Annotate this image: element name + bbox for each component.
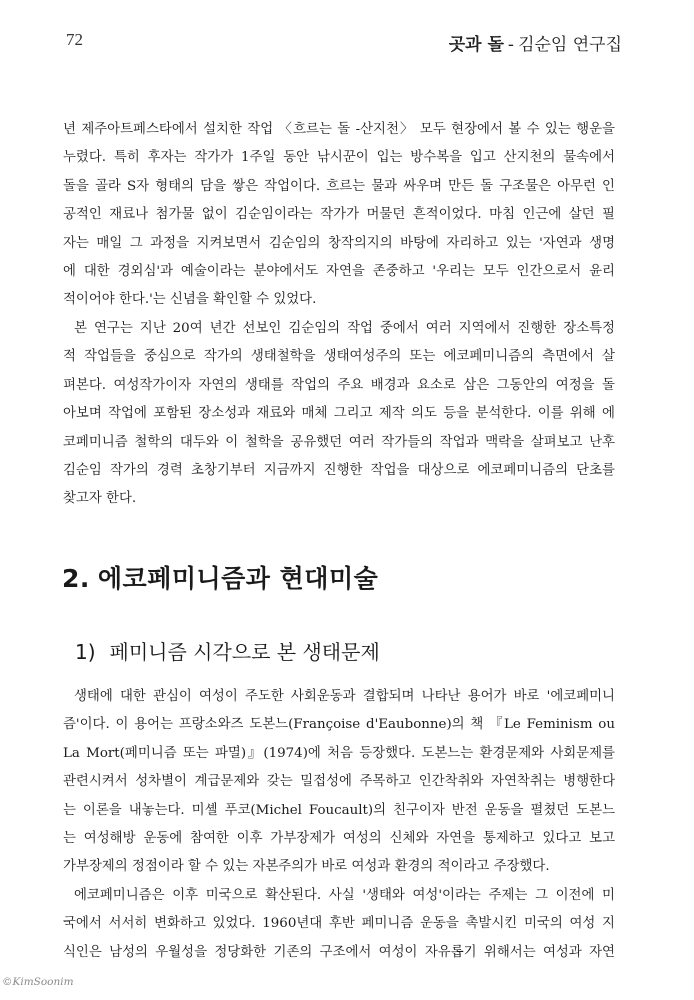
text-line: 관련시켜서 성차별이 계급문제와 갖는 밀접성에 주목하고 인간착취와 자연착취는 병행한다 <box>63 774 615 790</box>
text-line: 김순임 작가의 경력 초창기부터 지금까지 진행한 작업을 대상으로 에코페미니즘의 단초를 <box>63 463 615 479</box>
text-line: 국에서 서서히 변화하고 있었다. 1960년대 후반 페미니즘 운동을 촉발시킨 미국의 여성 지 <box>63 916 615 932</box>
text-line: 자는 매일 그 과정을 지켜보면서 김순임의 창작의지의 바탕에 자리하고 있는 '자연과 생명 <box>63 235 616 251</box>
text-line: 아보며 작업에 포함된 장소성과 재료와 매체 그리고 제작 의도 등을 분석한다. 이를 위해 에 <box>63 406 615 422</box>
copyright-watermark: ©KimSoonim <box>2 976 74 988</box>
subsection-number: 1) <box>75 640 96 664</box>
text-line: 적이어야 한다.'는 신념을 확인할 수 있었다. <box>63 292 317 308</box>
author-collection: 김순임 연구집 <box>518 35 622 55</box>
page-number: 72 <box>66 30 83 49</box>
book-title: 곳과 돌 <box>448 35 504 55</box>
paragraph-ecofeminism-origin <box>63 683 615 882</box>
text-line: 년 제주아트페스타에서 설치한 작업 〈흐르는 돌 -산지천〉 모두 현장에서 볼 수 있는 행운을 <box>63 122 615 137</box>
text-line: 는 여성해방 운동에 참여한 이후 가부장제가 여성의 신체와 자연을 통제하고 있다고 보고 <box>63 831 615 847</box>
section-number: 2. <box>62 564 90 593</box>
subsection-heading <box>75 636 380 665</box>
text-line: 본 연구는 지난 20여 년간 선보인 김순임의 작업 중에서 여러 지역에서 진행한 장소특정 <box>74 321 615 336</box>
subsection-title: 페미니즘 시각으로 본 생태문제 <box>109 640 380 664</box>
text-line: 찾고자 한다. <box>63 491 137 507</box>
text-line: 코페미니즘 철학의 대두와 이 철학을 공유했던 여러 작가들의 작업과 맥락을 살펴보고 난후 <box>63 434 615 450</box>
text-line: 누렸다. 특히 후자는 작가가 1주일 동안 낚시꾼이 입는 방수복을 입고 산지천의 물속에서 <box>63 150 615 166</box>
text-line: 공적인 재료나 첨가물 없이 김순임이라는 작가가 머물던 흔적이었다. 마침 인근에 살던 필 <box>63 207 615 223</box>
text-line: 돌을 골라 S자 형태의 담을 쌓은 작업이다. 흐르는 물과 싸우며 만든 돌 구조물은 아무런 인 <box>63 178 615 194</box>
paragraph-intro-continued <box>63 116 615 315</box>
text-line: 식인은 남성의 우월성을 정당화한 기존의 구조에서 여성이 자유롭기 위해서는 여성과 자연 <box>63 944 615 960</box>
text-line: 에코페미니즘은 이후 미국으로 확산된다. 사실 '생태와 여성'이라는 주제는 그 이전에 미 <box>74 888 615 903</box>
running-head-separator: - <box>507 35 515 55</box>
text-line: 에 대한 경외심'과 예술이라는 분야에서도 자연을 존중하고 '우리는 모두 인간으로서 윤리 <box>63 264 615 280</box>
text-line: 펴본다. 여성작가이자 자연의 생태를 작업의 주요 배경과 요소로 삼은 그동안의 여정을 돌 <box>63 377 615 393</box>
paragraph-research-purpose <box>63 315 615 514</box>
text-line: La Mort(페미니즘 또는 파멸)』(1974)에 처음 등장했다. 도본느는 환경문제와 사회문제를 <box>63 745 615 761</box>
text-line: 즘'이다. 이 용어는 프랑소와즈 도본느(Françoise d'Eaubonne)의 책 『Le Feminism ou <box>63 717 615 733</box>
paragraph-ecofeminism-us <box>63 882 615 967</box>
section-title: 에코페미니즘과 현대미술 <box>97 564 379 593</box>
text-line: 가부장제의 정점이라 할 수 있는 자본주의가 바로 여성과 환경의 적이라고 주장했다. <box>63 859 550 875</box>
text-line: 적 작업들을 중심으로 작가의 생태철학을 생태여성주의 또는 에코페미니즘의 측면에서 살 <box>63 349 615 365</box>
text-line: 생태에 대한 관심이 여성이 주도한 사회운동과 결합되며 나타난 용어가 바로 '에코페미니 <box>74 689 615 704</box>
text-line: 는 이론을 내놓는다. 미셸 푸코(Michel Foucault)의 친구이자 반전 운동을 펼쳤던 도본느 <box>63 802 615 818</box>
running-head <box>449 30 622 55</box>
section-heading <box>62 559 378 595</box>
